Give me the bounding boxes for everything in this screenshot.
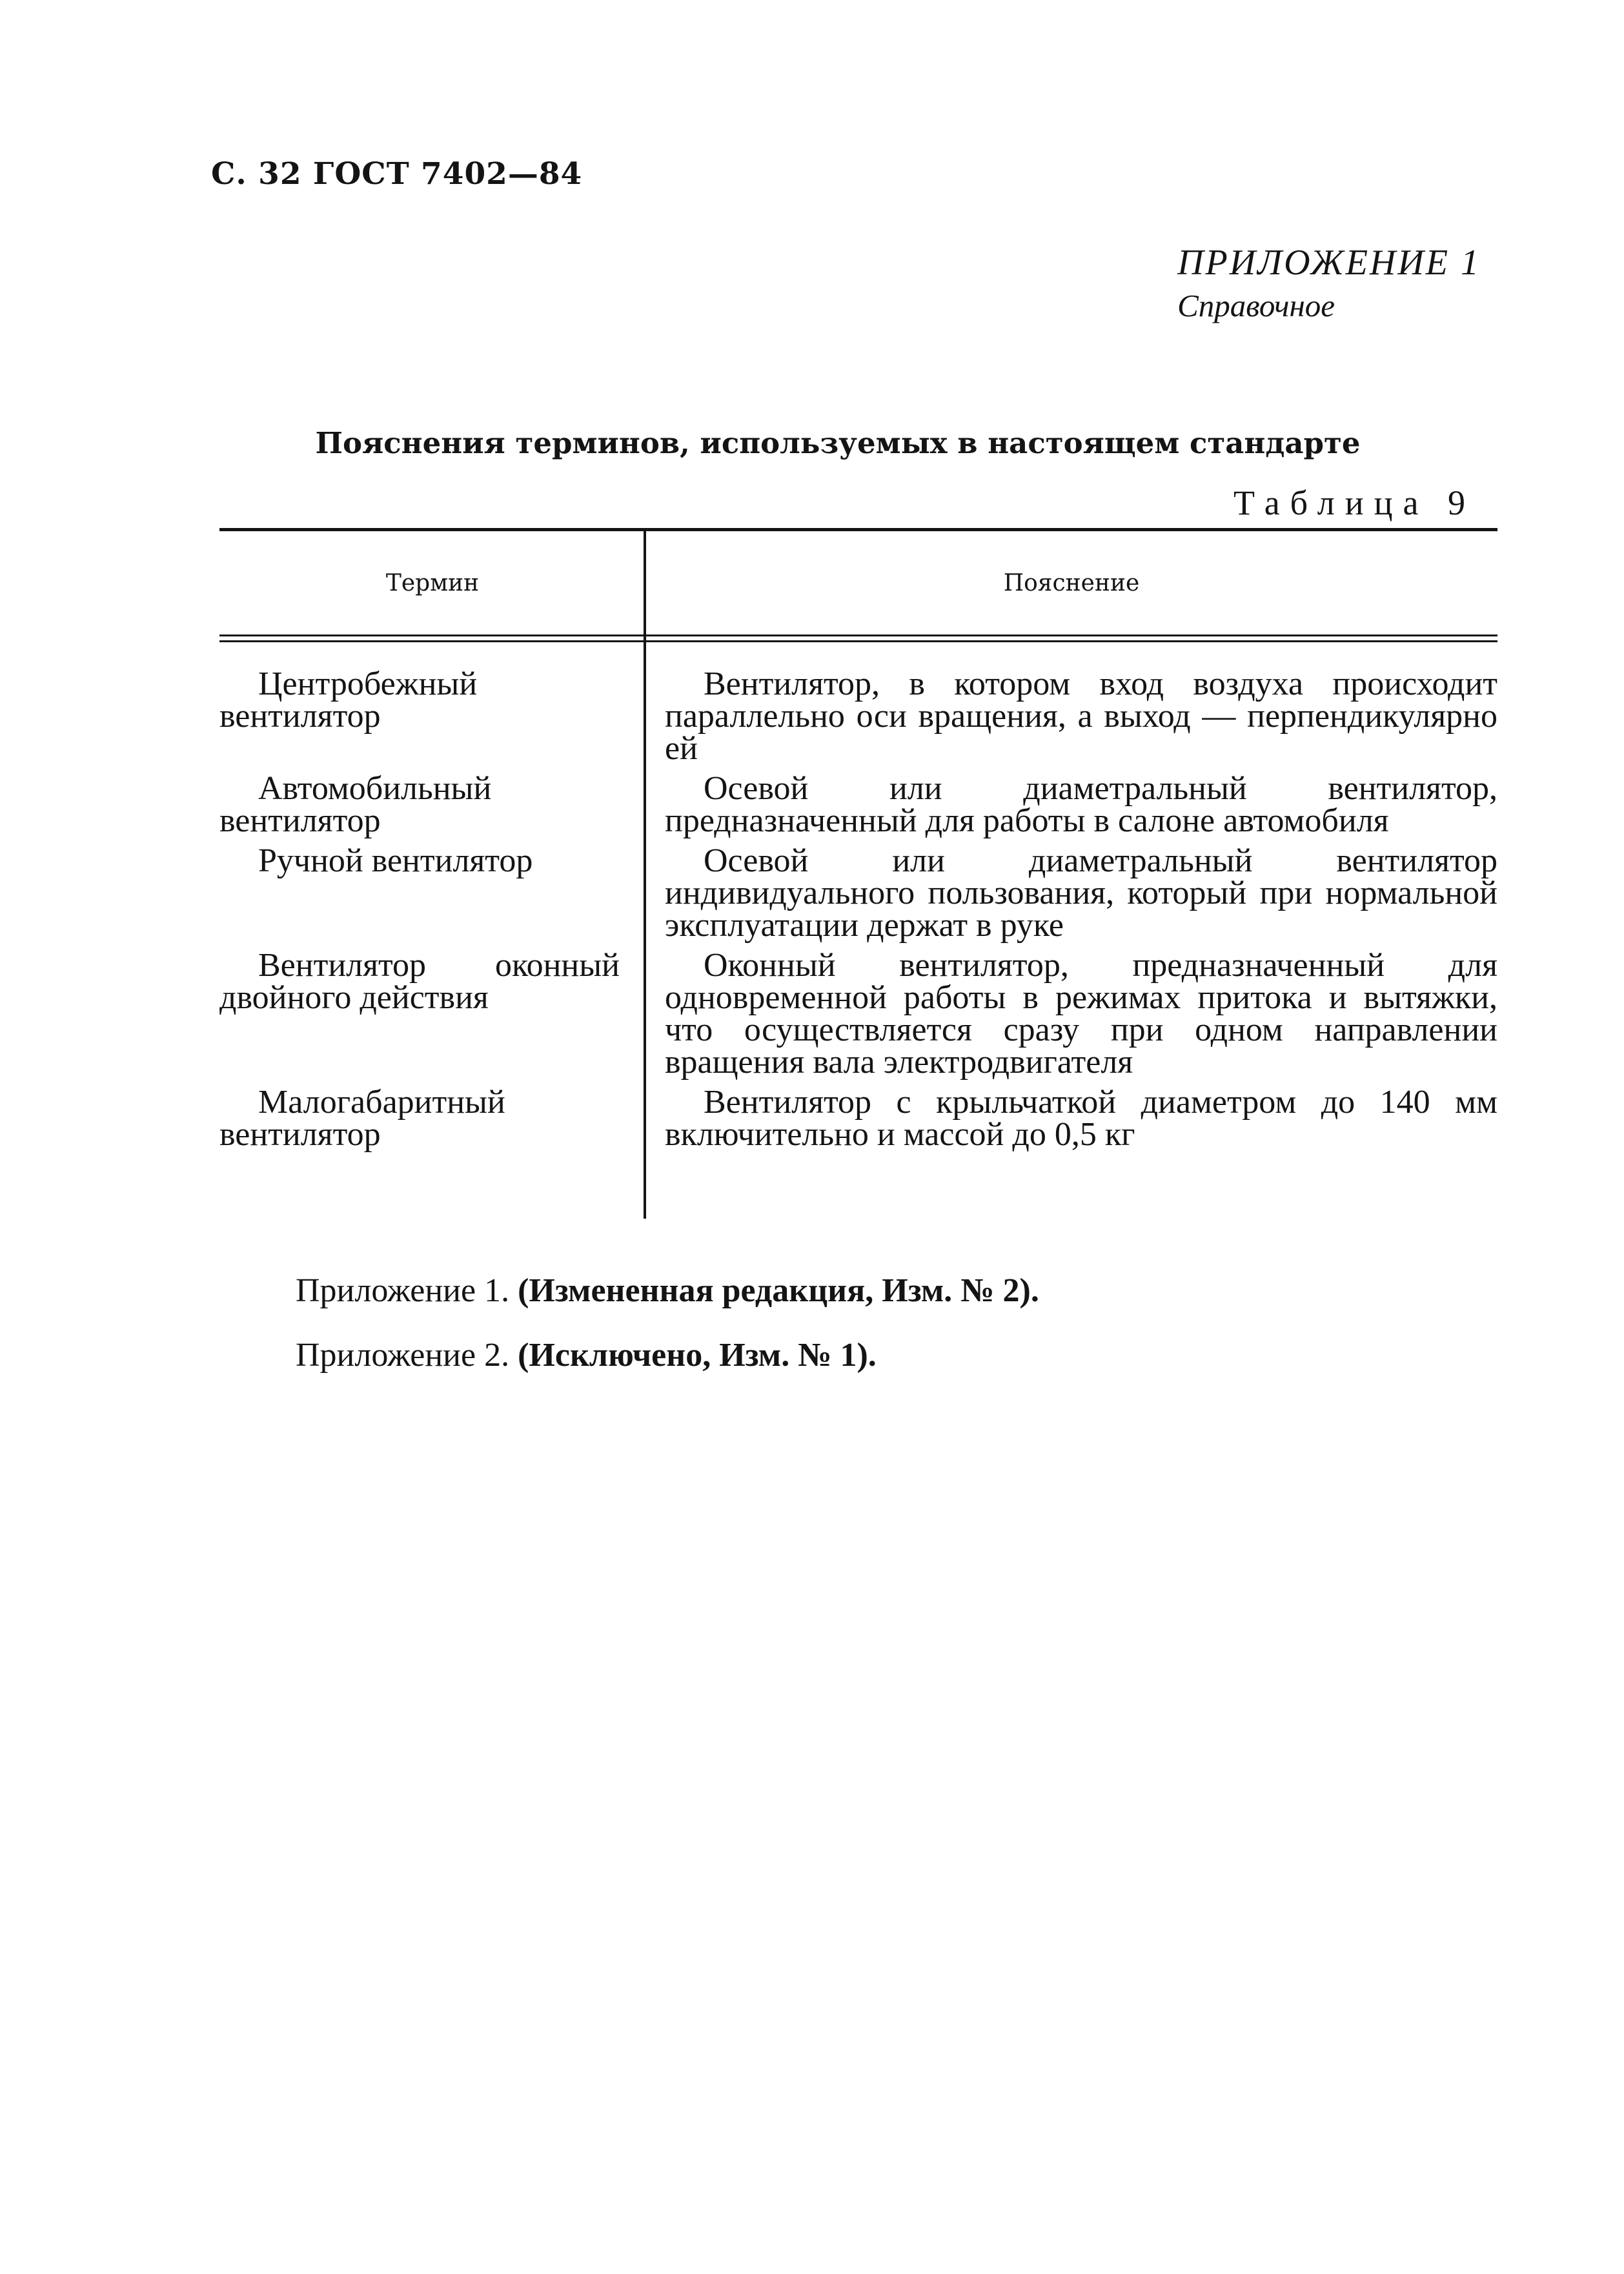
amendment-notes (296, 1259, 1039, 1388)
terms-table (219, 528, 1497, 1159)
term-cell (219, 665, 645, 765)
explanation-cell (645, 842, 1497, 944)
explanation-text: Вентилятор, в котором вход воздуха происходит параллельно оси вращения, а выход — перпендикулярно ей (665, 665, 1497, 767)
table-body (219, 642, 1497, 1151)
table-row (219, 665, 1497, 767)
term-text: Центробежный вентилятор (219, 665, 478, 735)
table-row (219, 842, 1497, 944)
section-title: Пояснения терминов, используемых в настоящем стандарте (315, 426, 1361, 460)
column-header-explanation: Пояснение (1003, 569, 1140, 596)
explanation-text: Осевой или диаметральный вентилятор индивидуального пользования, который при нормальной эксплуатации держат в руке (665, 842, 1497, 944)
column-divider (644, 528, 646, 1219)
explanation-text: Осевой или диаметральный вентилятор, предназначенный для работы в салоне автомобиля (665, 770, 1497, 839)
explanation-cell (645, 949, 1497, 1079)
column-header-term: Термин (385, 569, 480, 596)
term-text: Ручной вентилятор (258, 842, 533, 879)
appendix-title: ПРИЛОЖЕНИЕ 1 (1177, 243, 1481, 283)
amendment-note (296, 1259, 1039, 1323)
explanation-cell (645, 665, 1497, 767)
table-row (219, 770, 1497, 839)
page-header: С. 32 ГОСТ 7402—84 (211, 156, 583, 192)
explanation-text: Вентилятор с крыльчаткой диаметром до 140 мм включительно и массой до 0,5 кг (665, 1084, 1497, 1153)
table-row (219, 1086, 1497, 1151)
amendment-note (296, 1323, 1039, 1388)
term-cell (219, 770, 645, 839)
table-label: Таблица 9 (1233, 483, 1476, 522)
note-status: (Измененная редакция, Изм. № 2). (518, 1272, 1039, 1309)
table-header-rule (219, 634, 1497, 642)
appendix-heading (1177, 242, 1481, 324)
term-text: Малогабаритный вентилятор (219, 1084, 505, 1153)
note-prefix: Приложение 1. (296, 1272, 510, 1309)
term-cell (219, 949, 645, 1079)
term-text: Вентилятор оконный двойного действия (219, 947, 620, 1016)
explanation-cell (645, 1086, 1497, 1151)
note-prefix: Приложение 2. (296, 1337, 510, 1374)
explanation-text: Оконный вентилятор, предназначенный для одновременной работы в режимах притока и вытяжки, что осуществляется сразу при одном направлении вращения вала электродвигателя (665, 947, 1497, 1081)
note-status: (Исключено, Изм. № 1). (518, 1337, 877, 1374)
explanation-cell (645, 770, 1497, 839)
appendix-subtitle: Справочное (1177, 288, 1335, 323)
table-header-row (219, 531, 1497, 634)
term-cell (219, 1086, 645, 1151)
term-text: Автомобильный вентилятор (219, 770, 492, 839)
table-row (219, 949, 1497, 1079)
term-cell (219, 842, 645, 942)
